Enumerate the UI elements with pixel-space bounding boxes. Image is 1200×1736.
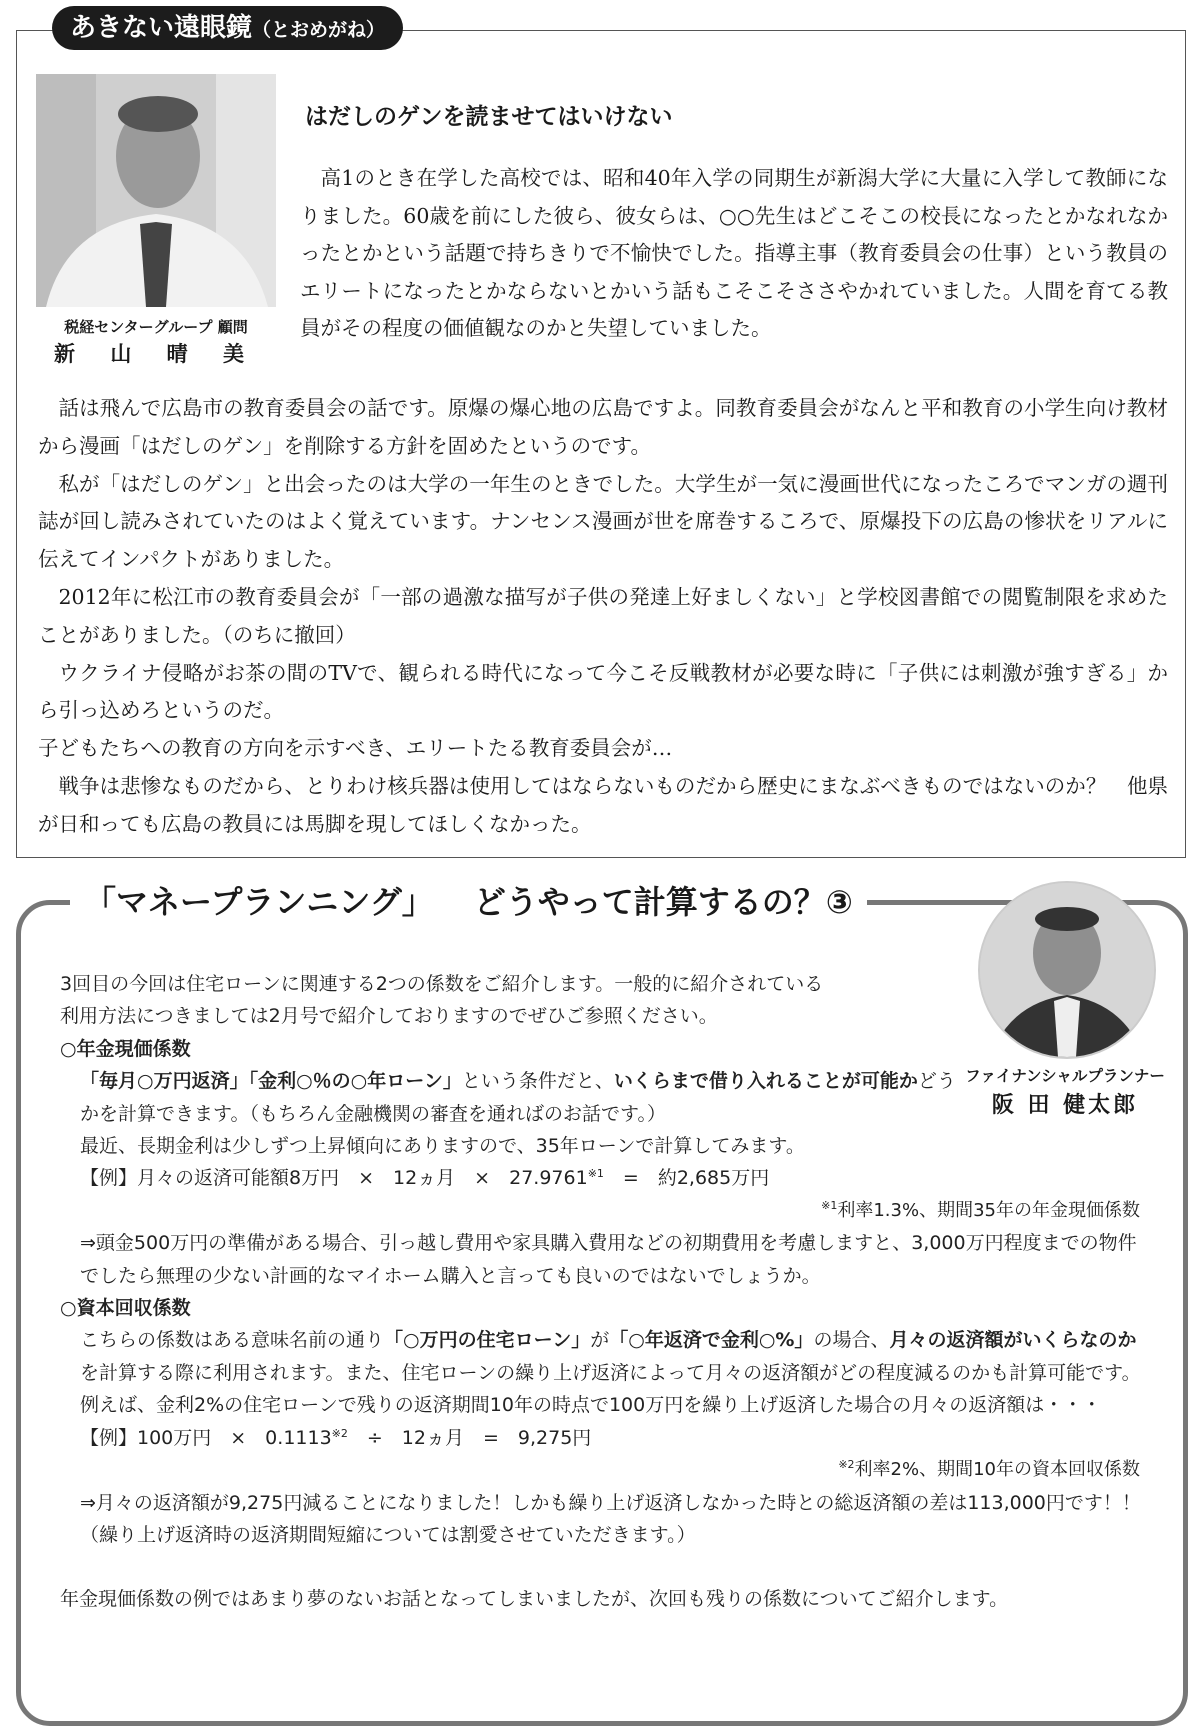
capital-recovery-paragraph: 例えば、金利2%の住宅ローンで残りの返済期間10年の時点で100万円を繰り上げ返済した場合の月々の返済額は・・・ — [80, 1394, 1102, 1417]
paragraph: 2012年に松江市の教育委員会が「一部の過激な描写が子供の発達上好ましくない」と学校図書館での閲覧制限を求めたことがありました。（のちに撤回） — [38, 584, 1168, 647]
author-name: 新 山 晴 美 — [54, 342, 258, 366]
money-planning-title: 「マネープランニング」 どうやって計算するの？③ — [70, 874, 867, 930]
section-heading-annuity: ○年金現価係数 — [60, 1037, 191, 1060]
author-photo — [36, 74, 276, 307]
planner-role: ファイナンシャルプランナー — [965, 1067, 1165, 1085]
planner-name: 阪 田 健太郎 — [991, 1093, 1139, 1118]
paragraph: 戦争は悲惨なものだから、とりわけ核兵器は使用してはならないものだから歴史にまなぶべきものではないのか？ 他県が日和っても広島の教員には馬脚を現してほしくなかった。 — [38, 773, 1168, 836]
capital-recovery-footnote: $^{※2}$利率2%、期間10年の資本回収係数 — [838, 1458, 1140, 1481]
article-body-top — [300, 160, 1168, 348]
planner-photo — [978, 881, 1156, 1059]
capital-recovery-paragraph: ⇒月々の返済額が9,275円減ることになりました！しかも繰り上げ返済しなかった時との総返済額の差は113,000円です！！（繰り上げ返済時の返済期間短縮については割愛させていただきます。） — [80, 1491, 1141, 1546]
article-headline: はだしのゲンを読ませてはいけない — [305, 104, 673, 130]
paragraph: 子どもたちへの教育の方向を示すべき、エリートたる教育委員会が… — [38, 736, 673, 761]
annuity-paragraph: 「毎月○万円返済」「金利○％の○年ローン」という条件だと、いくらまで借り入れることが可能かどうかを計算できます。（もちろん金融機関の審査を通ればのお話です。） — [80, 1070, 956, 1125]
intro-line: 3回目の今回は住宅ローンに関連する2つの係数をご紹介します。一般的に紹介されている — [60, 973, 824, 995]
money-planning-body — [60, 968, 1150, 1616]
paragraph: 私が「はだしのゲン」と出会ったのは大学の一年生のときでした。大学生が一気に漫画世代になったころでマンガの週刊誌が回し読みされていたのはよく覚えています。ナンセンス漫画が世を席巻するころで、原爆投下の広島の惨状をリアルに伝えてインパクトがありました。 — [38, 471, 1168, 572]
capital-recovery-paragraph: こちらの係数はある意味名前の通り「○万円の住宅ローン」が「○年返済で金利○%」の場合、月々の返済額がいくらなのかを計算する際に利用されます。また、住宅ローンの繰り上げ返済によって月々の返済額がどの程度減るのかも計算可能です。 — [80, 1329, 1141, 1384]
annuity-paragraph: 最近、長期金利は少しずつ上昇傾向にありますので、35年ローンで計算してみます。 — [80, 1135, 805, 1158]
column-title: あきない遠眼鏡（とおめがね） — [52, 6, 403, 50]
annuity-paragraph: ⇒頭金500万円の準備がある場合、引っ越し費用や家具購入費用などの初期費用を考慮しますと、3,000万円程度までの物件でしたら無理の少ない計画的なマイホーム購入と言っても良いのではないでしょうか。 — [80, 1232, 1137, 1287]
annuity-example: 【例】月々の返済可能額8万円 × 12ヵ月 × $27.9761^{※1}$ = 約2,685万円 — [80, 1167, 770, 1190]
paragraph: 話は飛んで広島市の教育委員会の話です。原爆の爆心地の広島ですよ。同教育委員会がなんと平和教育の小学生向け教材から漫画「はだしのゲン」を削除する方針を固めたというのです。 — [38, 396, 1168, 458]
paragraph: 高1のとき在学した高校では、昭和40年入学の同期生が新潟大学に大量に入学して教師になりました。60歳を前にした彼ら、彼女らは、○○先生はどこそこの校長になったとかなれなかったとかという話題で持ちきりで不愉快でした。指導主事（教育委員会の仕事）という教員のエリートになったとかならないとかいう話もこそこそささやかれていました。人間を育てる教員がその程度の価値観なのかと失望していました。 — [300, 166, 1168, 340]
capital-recovery-example: 【例】100万円 × $0.1113^{※2}$ ÷ 12ヵ月 = 9,275円 — [80, 1426, 592, 1449]
author-role: 税経センターグループ 顧問 — [64, 318, 248, 336]
article-body — [38, 390, 1168, 844]
paragraph: ウクライナ侵略がお茶の間のTVで、観られる時代になって今こそ反戦教材が必要な時に「子供には刺激が強すぎる」から引っ込めろというのだ。 — [38, 660, 1168, 723]
section-heading-capital-recovery: ○資本回収係数 — [60, 1297, 191, 1320]
closing-paragraph: 年金現価係数の例ではあまり夢のないお話となってしまいましたが、次回も残りの係数についてご紹介します。 — [60, 1588, 1009, 1611]
annuity-footnote: $^{※1}$利率1.3%、期間35年の年金現価係数 — [821, 1198, 1140, 1221]
column-title-reading: （とおめがね） — [252, 19, 386, 41]
intro-line: 利用方法につきましては2月号で紹介しておりますのでぜひご参照ください。 — [60, 1005, 718, 1028]
